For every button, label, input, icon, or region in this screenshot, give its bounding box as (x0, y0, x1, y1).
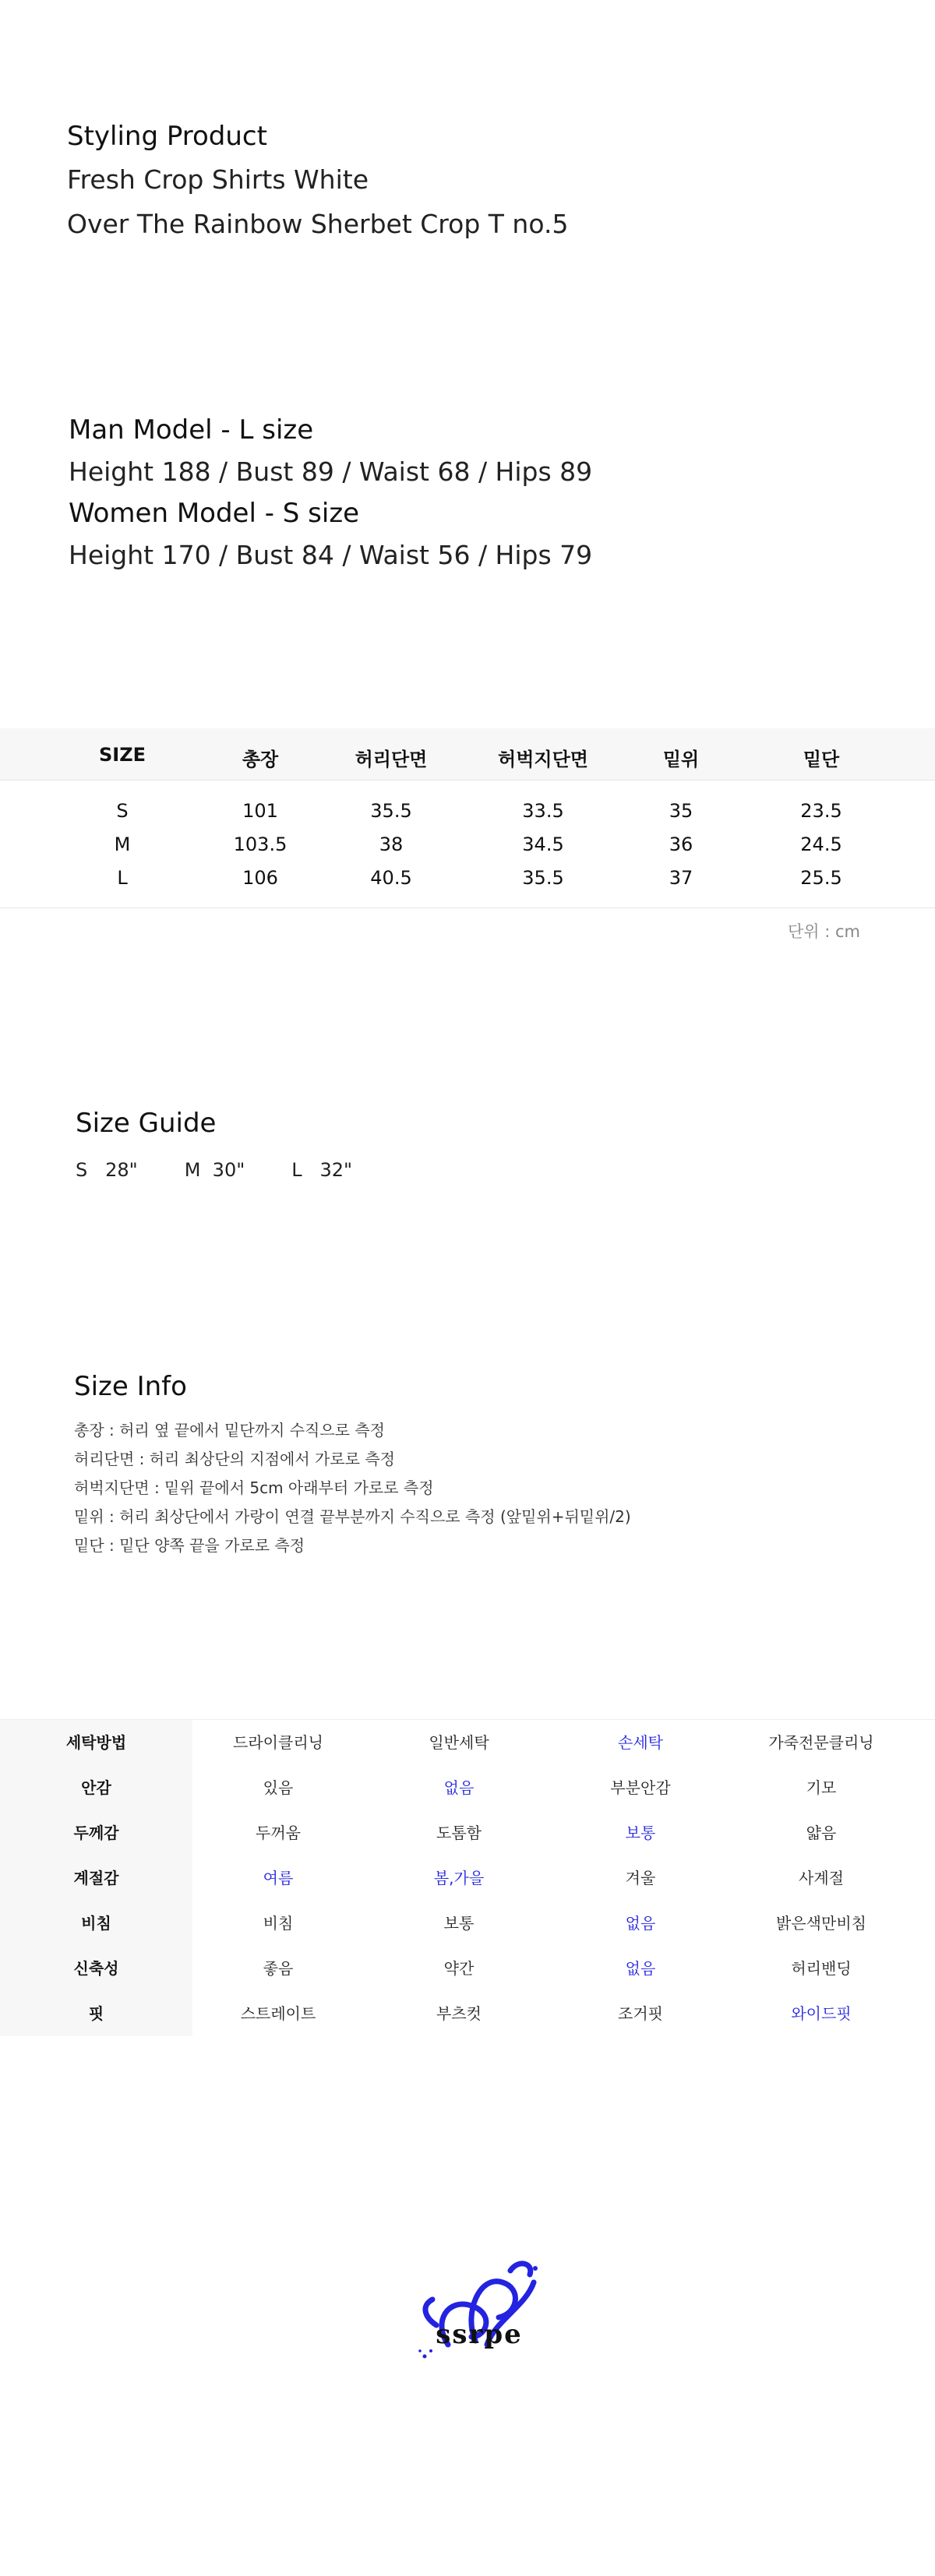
man-model-stats: Height 188 / Bust 89 / Waist 68 / Hips 89 (69, 456, 593, 487)
cell: L (117, 867, 128, 889)
cell: 33.5 (522, 800, 564, 822)
care-option: 좋음 (263, 1959, 294, 1978)
cell: 35 (669, 800, 693, 822)
care-option: 여름 (263, 1869, 294, 1887)
care-option: 겨울 (625, 1869, 656, 1887)
size-guide-title: Size Guide (76, 1108, 217, 1139)
cell: 37 (669, 867, 693, 889)
care-option: 조거핏 (618, 2004, 663, 2023)
care-option: 기모 (806, 1778, 837, 1797)
cell: 24.5 (800, 833, 842, 855)
care-row-label: 안감 (0, 1765, 192, 1810)
size-unit-note: 단위 : cm (787, 922, 860, 941)
care-row (0, 1855, 935, 1901)
care-option: 얇음 (806, 1824, 837, 1842)
care-row-label: 세탁방법 (0, 1720, 192, 1765)
care-option: 없음 (443, 1778, 475, 1797)
care-row (0, 1946, 935, 1991)
care-option: 와이드핏 (791, 2004, 852, 2023)
cell: 35.5 (522, 867, 564, 889)
header-length: 총장 (242, 749, 279, 770)
cell: 36 (669, 833, 693, 855)
care-row (0, 1810, 935, 1855)
styling-item-2: Over The Rainbow Sherbet Crop T no.5 (67, 209, 569, 239)
care-option: 보통 (625, 1824, 656, 1842)
size-info-line: 밑단 : 밑단 양쪽 끝을 가로로 측정 (74, 1536, 305, 1555)
care-option: 부분안감 (610, 1778, 671, 1797)
size-info-title: Size Info (74, 1371, 187, 1402)
cell: 23.5 (800, 800, 842, 822)
size-guide-item: L 32" (291, 1159, 353, 1181)
care-option: 없음 (625, 1914, 656, 1933)
size-info-section (74, 1371, 631, 1560)
cell: S (116, 800, 129, 822)
care-row (0, 1720, 935, 1765)
women-model-heading: Women Model - S size (69, 498, 360, 529)
care-option: 일반세탁 (429, 1733, 489, 1752)
size-guide-list (76, 1159, 399, 1181)
cell: 35.5 (370, 800, 412, 822)
care-row-label: 두께감 (0, 1810, 192, 1855)
cell: 101 (242, 800, 278, 822)
man-model-heading: Man Model - L size (69, 414, 314, 446)
care-row-label: 비침 (0, 1901, 192, 1946)
size-info-line: 허리단면 : 허리 최상단의 지점에서 가로로 측정 (74, 1450, 395, 1468)
cell: 38 (379, 833, 404, 855)
care-row-label: 신축성 (0, 1946, 192, 1991)
brand-logo (401, 2251, 557, 2368)
care-option: 봄,가을 (433, 1869, 485, 1887)
care-option: 도톰함 (436, 1824, 482, 1842)
care-row (0, 1901, 935, 1946)
fabric-care-table (0, 1719, 935, 2036)
care-option: 허리밴딩 (791, 1959, 852, 1978)
header-rise: 밑위 (662, 749, 700, 770)
size-info-line: 총장 : 허리 옆 끝에서 밑단까지 수직으로 측정 (74, 1421, 385, 1440)
styling-item-1: Fresh Crop Shirts White (67, 164, 369, 195)
care-option: 비침 (263, 1914, 294, 1933)
size-guide-item: M 30" (184, 1159, 245, 1181)
cell: 40.5 (370, 867, 412, 889)
care-option: 드라이클리닝 (233, 1733, 323, 1752)
care-row-label: 핏 (0, 1991, 192, 2036)
care-option: 없음 (625, 1959, 656, 1978)
model-info (69, 414, 592, 570)
care-option: 스트레이트 (240, 2004, 316, 2023)
care-row (0, 1991, 935, 2036)
care-row-label: 계절감 (0, 1855, 192, 1901)
size-info-line: 밑위 : 허리 최상단에서 가랑이 연결 끝부분까지 수직으로 측정 (앞밑위+뒤밑위/2) (74, 1507, 631, 1526)
care-option: 밝은색만비침 (776, 1914, 866, 1933)
care-option: 두꺼움 (256, 1824, 301, 1842)
cell: 25.5 (800, 867, 842, 889)
styling-section (67, 121, 568, 239)
women-model-stats: Height 170 / Bust 84 / Waist 56 / Hips 79 (69, 540, 593, 570)
care-option: 부츠컷 (436, 2004, 482, 2023)
care-option: 가죽전문클리닝 (768, 1733, 874, 1752)
cell: 103.5 (233, 833, 288, 855)
care-row (0, 1765, 935, 1810)
care-option: 있음 (263, 1778, 294, 1797)
header-hem: 밑단 (803, 749, 840, 770)
size-guide-section (76, 1108, 399, 1181)
care-option: 손세탁 (618, 1733, 663, 1752)
care-option: 약간 (443, 1959, 475, 1978)
header-thigh: 허벅지단면 (498, 749, 588, 770)
size-guide-item: S 28" (76, 1159, 138, 1181)
size-table-header (0, 728, 935, 781)
cell: 106 (242, 867, 278, 889)
header-waist: 허리단면 (355, 749, 428, 770)
cell: M (114, 833, 131, 855)
serpent-logo-icon (401, 2251, 557, 2368)
size-table-body (0, 780, 935, 908)
logo-wordmark: ssrpe (436, 2319, 523, 2350)
cell: 34.5 (522, 833, 564, 855)
styling-title: Styling Product (67, 121, 267, 152)
care-option: 사계절 (799, 1869, 844, 1887)
size-info-line: 허벅지단면 : 밑위 끝에서 5cm 아래부터 가로로 측정 (74, 1478, 434, 1497)
care-option: 보통 (443, 1914, 475, 1933)
header-size: SIZE (98, 744, 146, 766)
